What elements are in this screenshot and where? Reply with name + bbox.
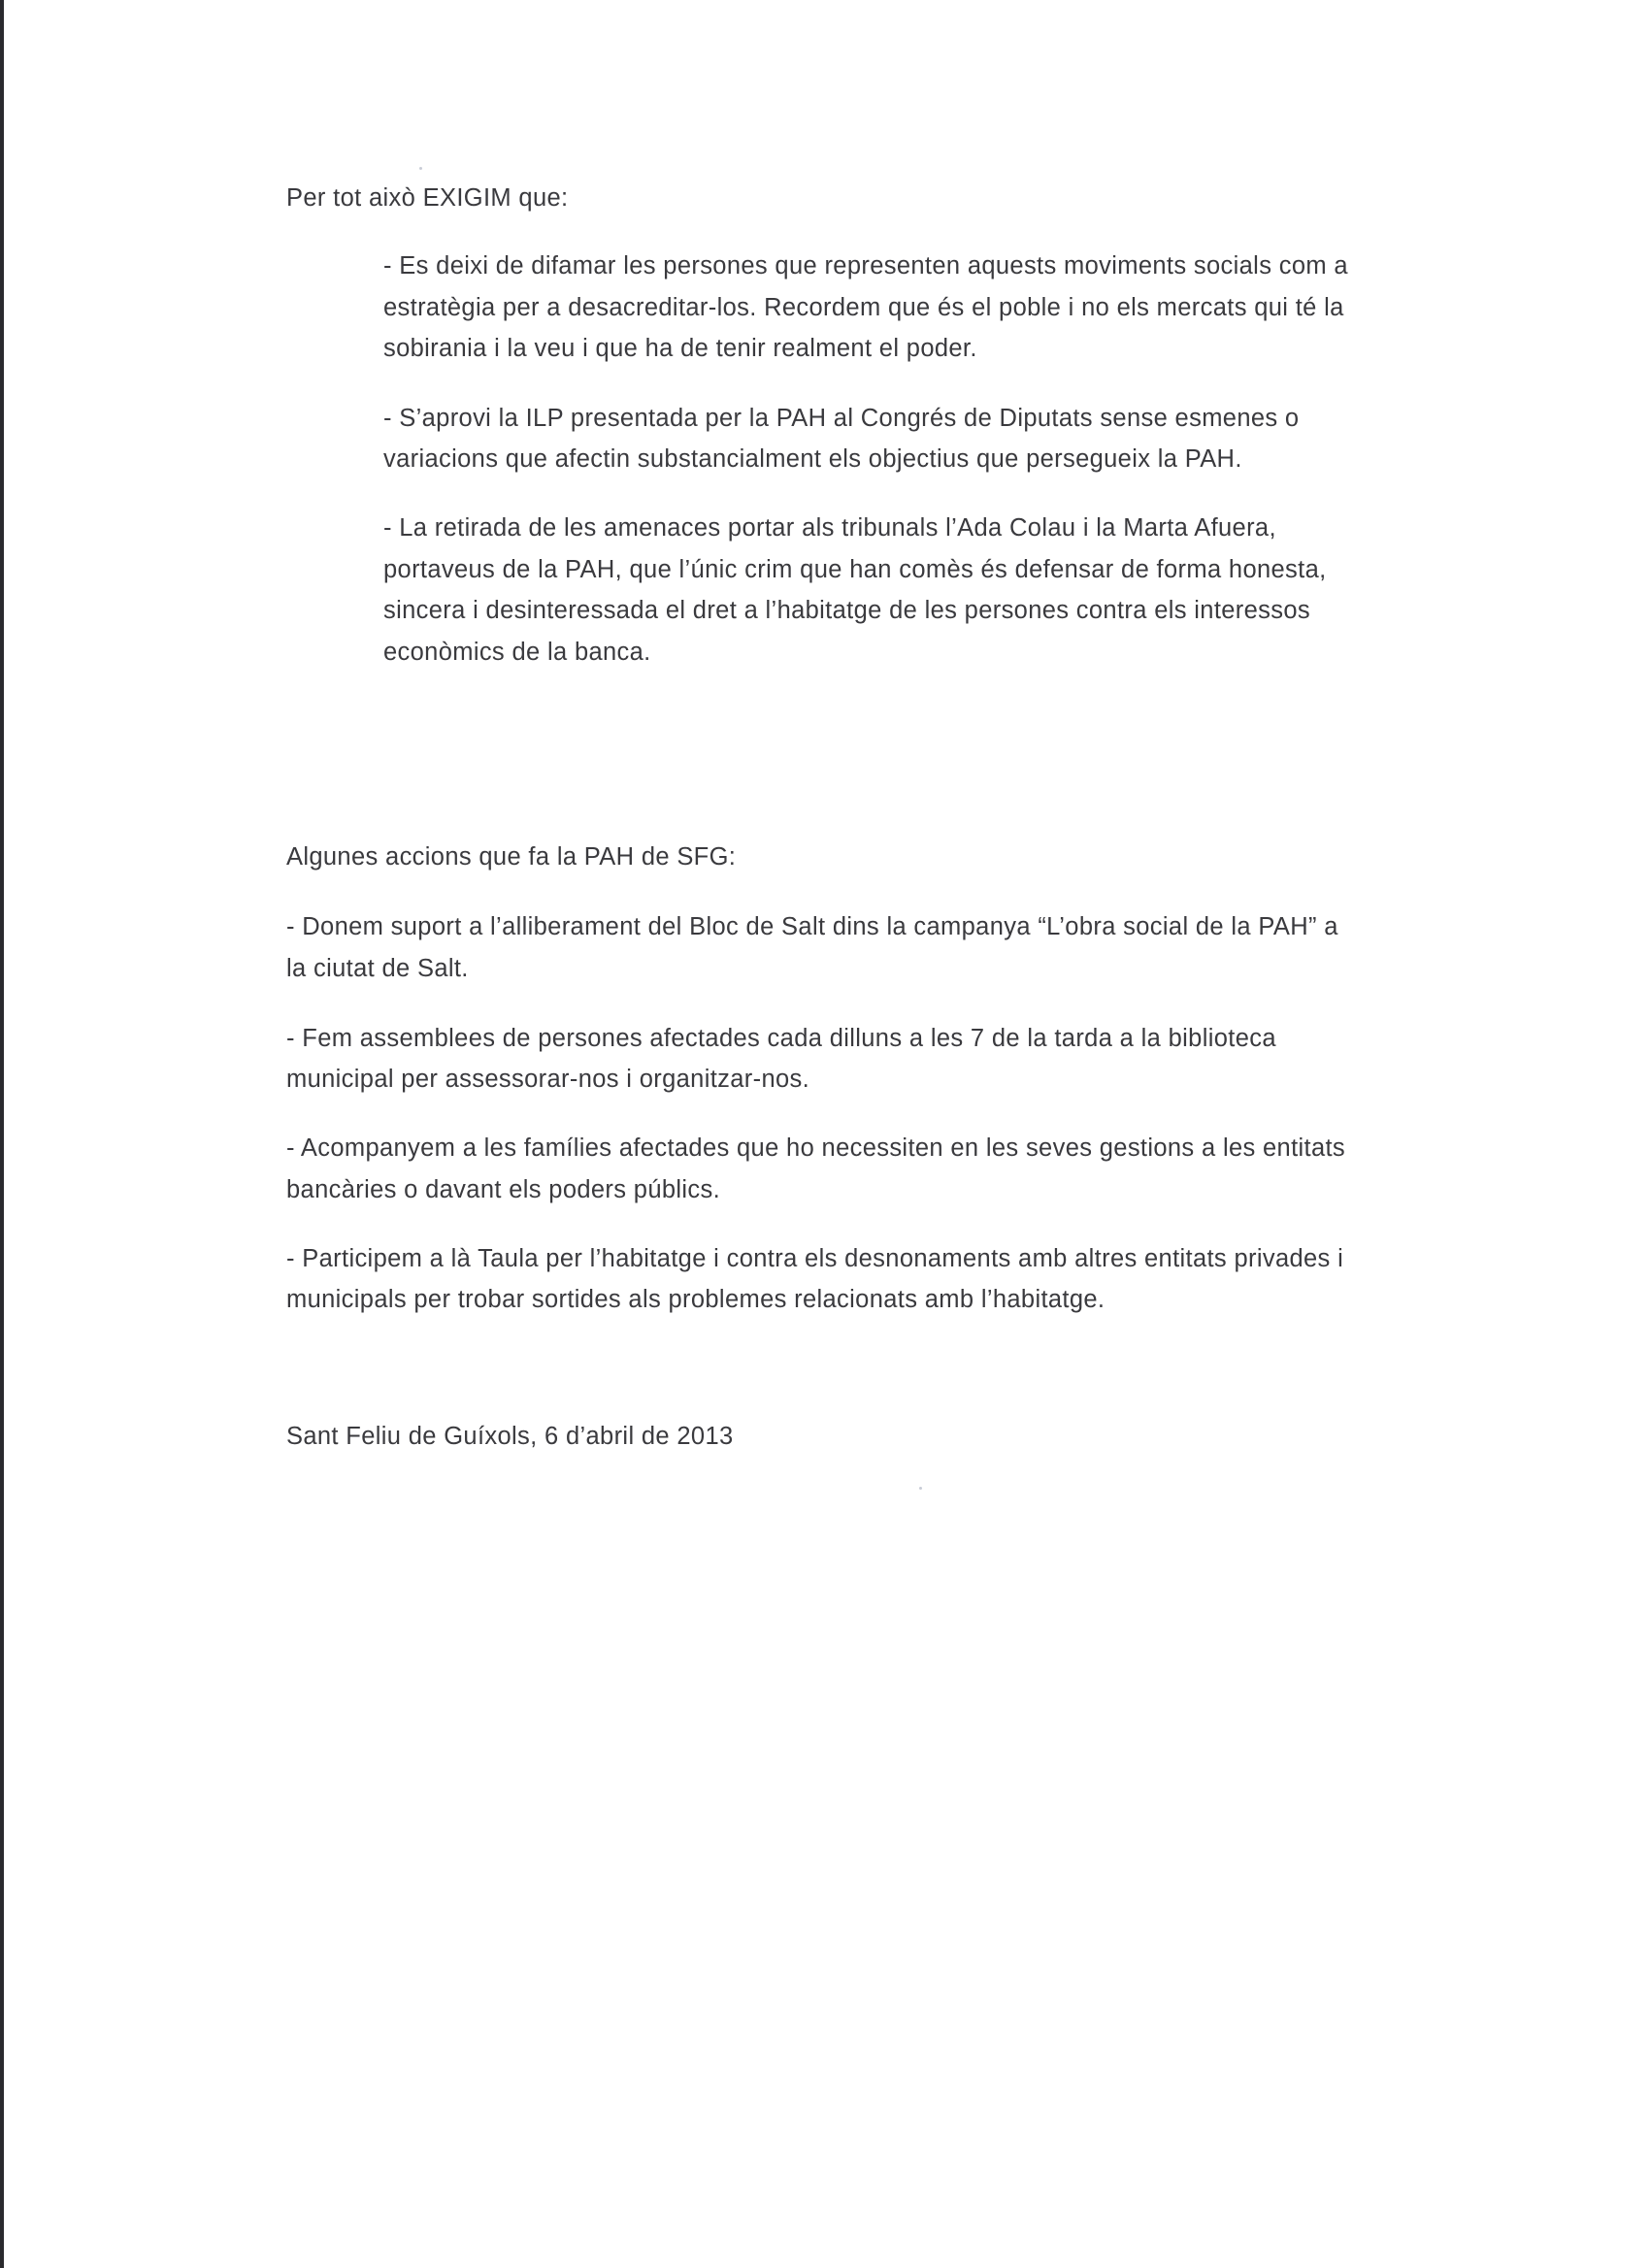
scan-speck <box>419 167 422 170</box>
action-line: la ciutat de Salt. <box>286 955 469 982</box>
action-line: - Fem assemblees de persones afectades cada dilluns a les 7 de la tarda a la biblioteca <box>286 1025 1276 1052</box>
action-line: - Donem suport a l’alliberament del Bloc de Salt dins la campanya “L’obra social de la PAH” a <box>286 913 1338 940</box>
scan-left-edge <box>0 0 4 2268</box>
action-line: - Acompanyem a les famílies afectades que ho necessiten en les seves gestions a les entitats <box>286 1134 1346 1162</box>
demand-line: portaveus de la PAH, que l’únic crim que han comès és defensar de forma honesta, <box>383 556 1327 583</box>
action-line: bancàries o davant els poders públics. <box>286 1176 721 1203</box>
demand-line: sincera i desinteressada el dret a l’habitatge de les persones contra els interessos <box>383 597 1311 624</box>
demand-line: - Es deixi de difamar les persones que representen aquests moviments socials com a <box>383 252 1348 279</box>
actions-heading: Algunes accions que fa la PAH de SFG: <box>286 843 737 871</box>
demand-line: - La retirada de les amenaces portar als tribunals l’Ada Colau i la Marta Afuera, <box>383 514 1276 542</box>
place-date-signature: Sant Feliu de Guíxols, 6 d’abril de 2013 <box>286 1423 734 1450</box>
demand-line: - S’aprovi la ILP presentada per la PAH al Congrés de Diputats sense esmenes o <box>383 405 1300 432</box>
action-line: municipal per assessorar-nos i organitzar-nos. <box>286 1066 810 1093</box>
demand-line: variacions que afectin substancialment els objectius que persegueix la PAH. <box>383 445 1242 473</box>
action-line: - Participem a là Taula per l’habitatge i contra els desnonaments amb altres entitats privades i <box>286 1245 1344 1272</box>
scan-speck <box>919 1487 922 1490</box>
demands-heading: Per tot això EXIGIM que: <box>286 184 569 212</box>
demand-line: sobirania i la veu i que ha de tenir realment el poder. <box>383 335 977 362</box>
demand-line: econòmics de la banca. <box>383 639 651 666</box>
action-line: municipals per trobar sortides als problemes relacionats amb l’habitatge. <box>286 1286 1106 1313</box>
demand-line: estratègia per a desacreditar-los. Recordem que és el poble i no els mercats qui té la <box>383 294 1344 321</box>
